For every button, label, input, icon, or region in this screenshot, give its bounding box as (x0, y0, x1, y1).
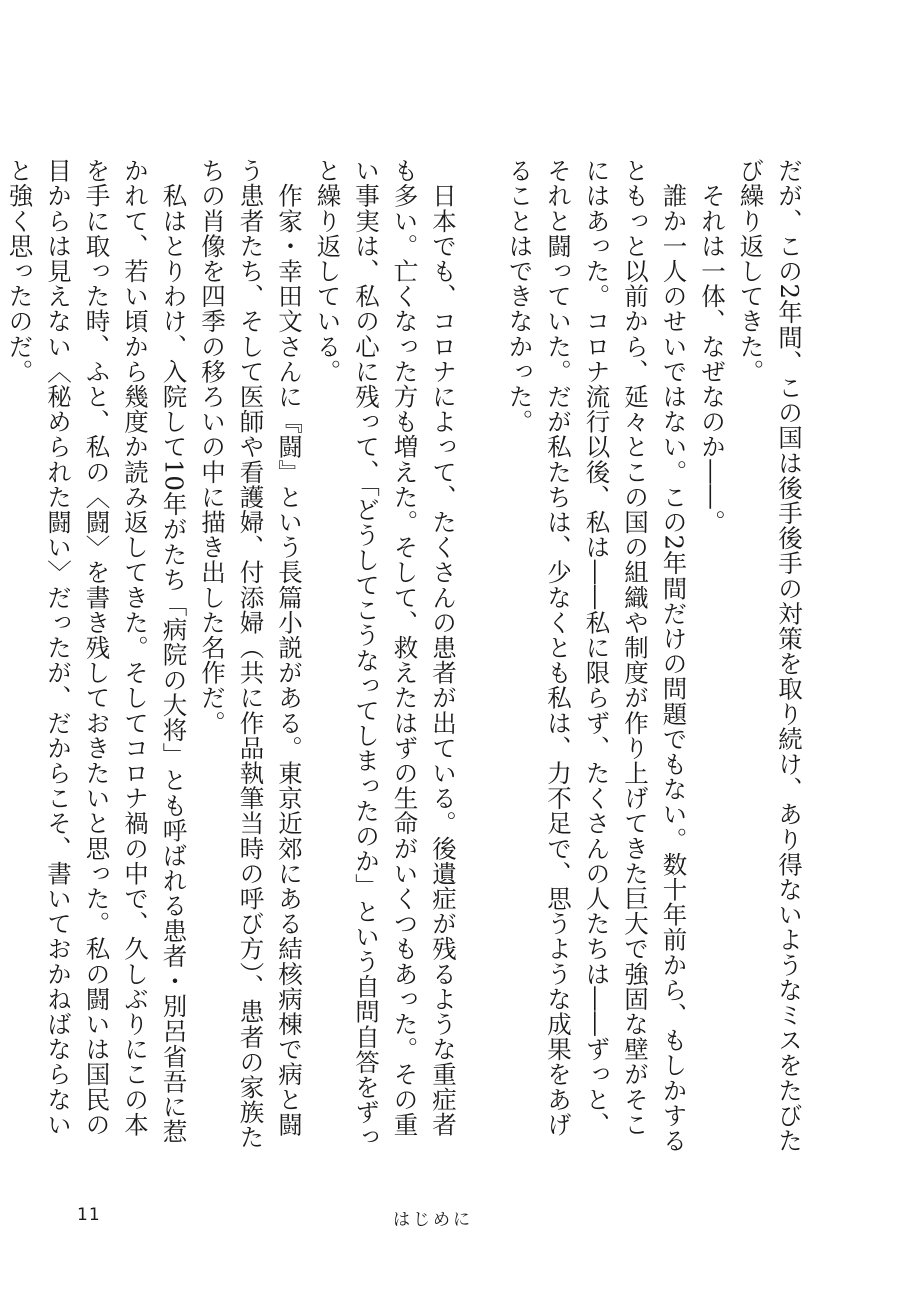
paragraph-2: それは一体、なぜなのか――。 (698, 158, 727, 535)
chapter-title: はじめに (393, 1210, 473, 1230)
body-text (5, 158, 808, 1158)
paragraph-1: だが、この2年間、この国は後手後手の対策を取り続け、あり得ないようなミスをたびたび繰り返してきた。 (736, 158, 804, 1154)
paragraph-4: 日本でも、コロナによって、たくさんの患者が出ている。後遺症が残るような重症者も多い。亡くなった方も増えた。そして、救えたはずの生命がいくつもあった。その重い事実は、私の心に残って、「どうしてこうなってしまったのか」という自問自答をずっと繰り返している。 (313, 158, 458, 1150)
paragraph-5: 作家・幸田文さんに『闘』という長篇小説がある。東京近郊にある結核病棟で病と闘う患者たち、そして医師や看護婦、付添婦（共に作品執筆当時の呼び方）、患者の家族たちの肖像を四季の移ろいの中に描き出した名作だ。 (198, 158, 304, 1150)
paragraph-6: 私はとりわけ、入院して10年がたち「病院の大将」とも呼ばれる患者・別呂省吾に惹かれて、若い頃から幾度か読み返してきた。そしてコロナ禍の中で、久しぶりにこの本を手に取った時、ふと、私の〈闘〉を書き残しておきたいと思った。私の闘いは国民の目からは見えない〈秘められた闘い〉だったが、だからこそ、書いておかねばならないと強く思ったのだ。 (5, 158, 189, 1145)
page-number: 11 (77, 1205, 101, 1225)
paragraph-3: 誰か一人のせいではない。この2年間だけの問題でもない。数十年前から、もしかするともっと以前から、延々とこの国の組織や制度が作り上げてきた巨大で強固な壁がそこにはあった。コロナ流行以後、私は――私に限らず、たくさんの人たちは――ずっと、それと闘っていた。だが私たちは、少なくとも私は、力不足で、思うような成果をあげることはできなかった。 (505, 158, 689, 1154)
